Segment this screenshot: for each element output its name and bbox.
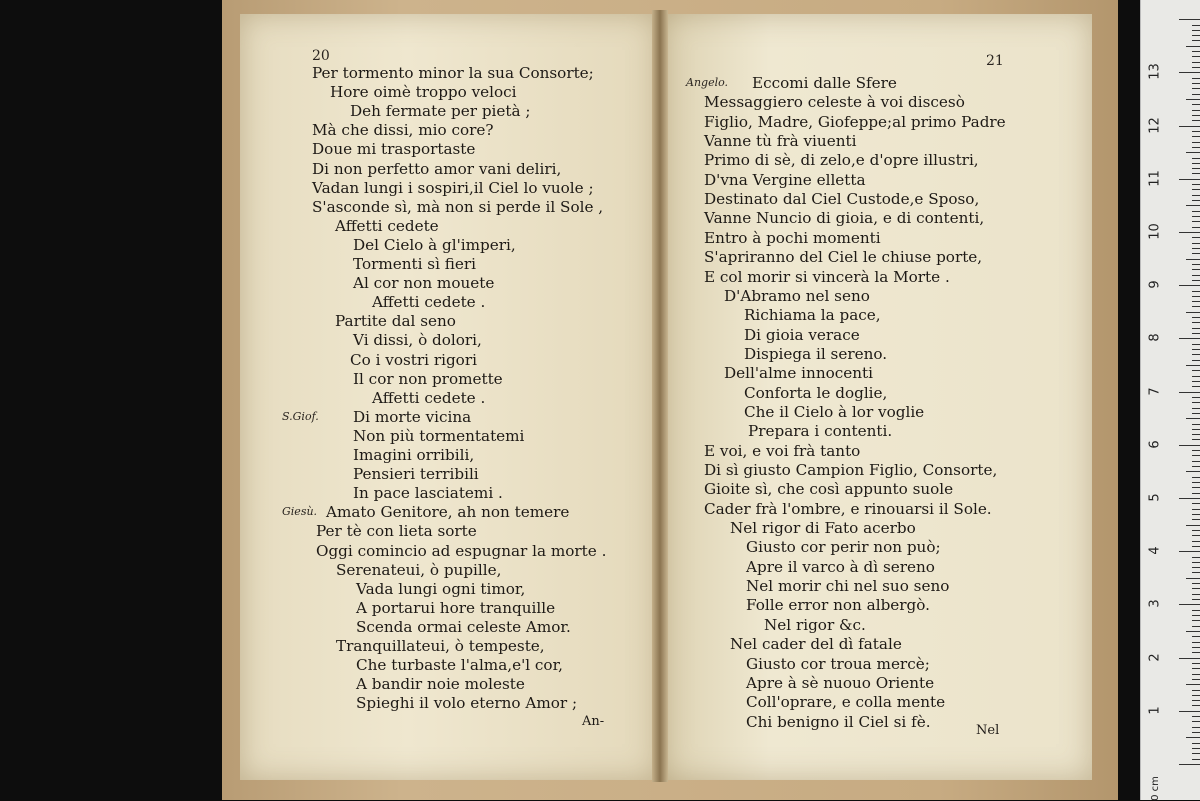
- ruler-tick: [1192, 301, 1200, 302]
- ruler-tick: [1192, 40, 1200, 41]
- ruler-tick: [1192, 626, 1200, 627]
- verse-line: Nel morir chi nel suo seno: [746, 577, 950, 596]
- ruler-tick: [1192, 721, 1200, 722]
- verse-line: Nel rigor &c.: [764, 615, 866, 634]
- ruler-tick: [1192, 567, 1200, 568]
- ruler-tick: [1192, 519, 1200, 520]
- verse-line: Di morte vicina: [353, 407, 472, 426]
- verse-line: Vanne Nuncio di gioia, e di contenti,: [704, 209, 985, 228]
- ruler-tick: [1192, 147, 1200, 148]
- ruler-tick: [1192, 620, 1200, 621]
- verse-line: Apre il varco à dì sereno: [746, 557, 935, 576]
- ruler-tick: [1192, 322, 1200, 323]
- verse-line: Hore oimè troppo veloci: [330, 83, 517, 102]
- verse-line: Oggi comincio ad espugnar la morte .: [316, 541, 607, 560]
- ruler-tick: [1186, 99, 1200, 100]
- ruler-tick: [1179, 392, 1200, 393]
- ruler-tick: [1192, 253, 1200, 254]
- ruler-number: 5: [1147, 493, 1163, 502]
- verse-line: Vadan lungi i sospiri,il Ciel lo vuole ;: [312, 178, 594, 197]
- ruler-tick: [1192, 530, 1200, 531]
- ruler-tick: [1192, 237, 1200, 238]
- verse-line: Dell'alme innocenti: [724, 364, 873, 383]
- verse-line: Giusto cor troua mercè;: [746, 654, 930, 673]
- verse-line: Del Cielo à gl'imperi,: [353, 235, 516, 254]
- ruler-tick: [1192, 477, 1200, 478]
- ruler-tick: [1192, 732, 1200, 733]
- ruler-tick: [1192, 131, 1200, 132]
- ruler-tick: [1192, 599, 1200, 600]
- ruler-tick: [1192, 216, 1200, 217]
- ruler-tick: [1192, 700, 1200, 701]
- ruler-tick: [1192, 594, 1200, 595]
- ruler-tick: [1192, 695, 1200, 696]
- ruler-tick: [1192, 35, 1200, 36]
- ruler-tick: [1192, 275, 1200, 276]
- verse-line: Co i vostri rigori: [350, 350, 477, 369]
- verse-line: Chi benigno il Ciel si fè.: [746, 712, 931, 731]
- ruler-number: 10: [1147, 223, 1163, 240]
- ruler-tick: [1192, 759, 1200, 760]
- ruler-tick: [1192, 328, 1200, 329]
- ruler-tick: [1186, 259, 1200, 260]
- ruler-tick: [1186, 152, 1200, 153]
- ruler-tick: [1192, 753, 1200, 754]
- verse-line: Gioite sì, che così appunto suole: [704, 480, 954, 499]
- ruler-tick: [1179, 498, 1200, 499]
- ruler-tick: [1192, 397, 1200, 398]
- verse-line: A bandir noie moleste: [356, 675, 525, 694]
- ruler-tick: [1186, 631, 1200, 632]
- ruler-tick: [1192, 221, 1200, 222]
- verse-line: Figlio, Madre, Giofeppe;al primo Padre: [704, 112, 1006, 131]
- ruler-tick: [1192, 493, 1200, 494]
- speaker-label: S.Giof.: [282, 409, 319, 423]
- verse-line: Richiama la pace,: [744, 306, 881, 325]
- verse-line: Serenateui, ò pupille,: [336, 560, 502, 579]
- ruler-number: 7: [1147, 386, 1163, 396]
- ruler-tick: [1192, 211, 1200, 212]
- ruler-tick: [1186, 578, 1200, 579]
- ruler-tick: [1192, 381, 1200, 382]
- right-catchword: Nel: [976, 723, 1000, 738]
- ruler-tick: [1186, 205, 1200, 206]
- ruler-tick: [1192, 291, 1200, 292]
- verse-line: Vi dissi, ò dolori,: [353, 331, 482, 350]
- ruler-tick: [1192, 557, 1200, 558]
- ruler-tick: [1192, 647, 1200, 648]
- ruler-tick: [1186, 46, 1200, 47]
- ruler-tick: [1186, 737, 1200, 738]
- verse-line: Pensieri terribili: [353, 465, 479, 484]
- ruler-tick: [1192, 455, 1200, 456]
- ruler-tick: [1192, 679, 1200, 680]
- verse-line: Vada lungi ogni timor,: [356, 579, 526, 598]
- ruler-tick: [1192, 546, 1200, 547]
- ruler-tick: [1192, 317, 1200, 318]
- ruler-number: 13: [1147, 63, 1163, 81]
- verse-line: Nel cader del dì fatale: [730, 635, 902, 654]
- verse-line: Eccomi dalle Sfere: [752, 74, 897, 92]
- ruler-tick: [1192, 195, 1200, 196]
- ruler-tick: [1192, 690, 1200, 691]
- verse-line: D'vna Vergine elletta: [704, 170, 866, 189]
- ruler-tick: [1192, 62, 1200, 63]
- ruler-tick: [1192, 158, 1200, 159]
- ruler-tick: [1192, 296, 1200, 297]
- ruler-number: 2: [1147, 652, 1163, 662]
- verse-line: Di non perfetto amor vani deliri,: [312, 159, 562, 178]
- verse-line: Di gioia verace: [744, 325, 860, 344]
- ruler-tick: [1186, 525, 1200, 526]
- ruler-tick: [1192, 370, 1200, 371]
- verse-line: Messaggiero celeste à voi discesò: [704, 93, 965, 112]
- ruler-tick: [1192, 434, 1200, 435]
- ruler-unit-label: 0 cm: [1149, 776, 1161, 801]
- ruler-tick: [1192, 642, 1200, 643]
- ruler-tick: [1186, 471, 1200, 472]
- ruler-tick: [1192, 402, 1200, 403]
- ruler-tick: [1192, 67, 1200, 68]
- ruler-tick: [1192, 386, 1200, 387]
- ruler-tick: [1192, 466, 1200, 467]
- verse-line: S'asconde sì, mà non si perde il Sole ,: [312, 197, 604, 216]
- ruler-tick: [1179, 711, 1200, 712]
- verse-line: E col morir si vincerà la Morte .: [704, 267, 950, 286]
- ruler-tick: [1192, 461, 1200, 462]
- ruler-tick: [1179, 658, 1200, 659]
- verse-line: Imagini orribili,: [353, 446, 475, 464]
- ruler-tick: [1192, 509, 1200, 510]
- verse-line: Deh fermate per pietà ;: [350, 102, 531, 121]
- verse-line: Coll'oprare, e colla mente: [746, 693, 946, 712]
- verse-line: Cader frà l'ombre, e rinouarsi il Sole.: [704, 499, 992, 518]
- verse-line: Affetti cedete .: [372, 388, 486, 407]
- ruler-tick: [1192, 280, 1200, 281]
- ruler-tick: [1179, 445, 1200, 446]
- verse-line: Doue mi trasportaste: [312, 140, 476, 159]
- ruler-tick: [1192, 243, 1200, 244]
- ruler-tick: [1192, 120, 1200, 121]
- ruler-tick: [1192, 30, 1200, 31]
- ruler-tick: [1192, 136, 1200, 137]
- verse-line: Tranquillateui, ò tempeste,: [336, 637, 545, 655]
- ruler-tick: [1192, 636, 1200, 637]
- book-gutter: [652, 10, 668, 782]
- ruler-tick: [1192, 652, 1200, 653]
- ruler-tick: [1192, 110, 1200, 111]
- verse-line: Che turbaste l'alma,e'l cor,: [356, 656, 563, 675]
- ruler-tick: [1192, 360, 1200, 361]
- ruler-tick: [1179, 19, 1200, 20]
- ruler-tick: [1192, 439, 1200, 440]
- ruler-tick: [1192, 424, 1200, 425]
- ruler-tick: [1192, 541, 1200, 542]
- ruler-tick: [1192, 306, 1200, 307]
- verse-line: Conforta le doglie,: [744, 383, 888, 402]
- ruler-tick: [1192, 663, 1200, 664]
- ruler-tick: [1179, 551, 1200, 552]
- ruler-tick: [1192, 78, 1200, 79]
- ruler-tick: [1192, 535, 1200, 536]
- verse-line: Non più tormentatemi: [353, 426, 525, 445]
- ruler-tick: [1192, 615, 1200, 616]
- ruler-tick: [1192, 716, 1200, 717]
- ruler-tick: [1192, 200, 1200, 201]
- ruler-tick: [1192, 727, 1200, 728]
- verse-line: E voi, e voi frà tanto: [704, 441, 861, 460]
- verse-line: Primo di sè, di zelo,e d'opre illustri,: [704, 151, 979, 170]
- verse-line: Partite dal seno: [335, 312, 456, 331]
- ruler-tick: [1192, 450, 1200, 451]
- verse-line: S'apriranno del Ciel le chiuse porte,: [704, 248, 983, 267]
- verse-line: Nel rigor di Fato acerbo: [730, 519, 916, 538]
- ruler-tick: [1186, 312, 1200, 313]
- ruler-tick: [1192, 748, 1200, 749]
- ruler-tick: [1192, 227, 1200, 228]
- ruler-tick: [1192, 88, 1200, 89]
- verse-line: Giusto cor perir non può;: [746, 538, 941, 557]
- ruler-number: 9: [1147, 280, 1163, 289]
- ruler-tick: [1192, 269, 1200, 270]
- verse-line: Scenda ormai celeste Amor.: [356, 617, 571, 636]
- ruler-tick: [1192, 503, 1200, 504]
- ruler-tick: [1192, 349, 1200, 350]
- ruler-tick: [1192, 25, 1200, 26]
- ruler-tick: [1179, 232, 1200, 233]
- ruler-tick: [1192, 487, 1200, 488]
- ruler-number: 3: [1147, 599, 1163, 609]
- ruler-tick: [1192, 588, 1200, 589]
- verse-line: Affetti cedete .: [372, 293, 486, 312]
- ruler-tick: [1192, 674, 1200, 675]
- ruler-tick: [1192, 376, 1200, 377]
- ruler-tick: [1192, 163, 1200, 164]
- ruler-tick: [1192, 248, 1200, 249]
- verse-line: Che il Cielo à lor voglie: [744, 402, 925, 421]
- verse-line: Tormenti sì fieri: [353, 255, 477, 273]
- verse-line: Per tormento minor la sua Consorte;: [312, 64, 594, 82]
- ruler-tick: [1192, 168, 1200, 169]
- ruler-number: 12: [1147, 116, 1163, 134]
- speaker-label: Angelo.: [686, 76, 729, 89]
- verse-line: Al cor non mouete: [353, 274, 495, 293]
- ruler-tick: [1192, 514, 1200, 515]
- verse-line: Dispiega il sereno.: [744, 344, 888, 363]
- verse-line: Apre à sè nuouo Oriente: [746, 673, 935, 692]
- verse-line: Prepara i contenti.: [748, 422, 893, 441]
- speaker-label: Giesù.: [282, 505, 318, 519]
- ruler-tick: [1179, 285, 1200, 286]
- left-page-number: 20: [312, 48, 330, 64]
- ruler-tick: [1192, 83, 1200, 84]
- ruler-tick: [1192, 354, 1200, 355]
- verse-line: In pace lasciatemi .: [353, 484, 503, 503]
- ruler-tick: [1192, 333, 1200, 334]
- verse-line: Entro à pochi momenti: [704, 228, 881, 247]
- left-catchword: An-: [582, 714, 605, 729]
- ruler-tick: [1192, 705, 1200, 706]
- ruler-tick: [1179, 126, 1200, 127]
- ruler-tick: [1192, 583, 1200, 584]
- ruler-tick: [1192, 51, 1200, 52]
- ruler-tick: [1192, 344, 1200, 345]
- ruler-tick: [1192, 482, 1200, 483]
- ruler-tick: [1192, 668, 1200, 669]
- ruler-number: 4: [1147, 546, 1163, 555]
- ruler-tick: [1192, 413, 1200, 414]
- verse-line: Amato Genitore, ah non temere: [326, 503, 570, 522]
- ruler-tick: [1192, 184, 1200, 185]
- verse-line: Per tè con lieta sorte: [316, 522, 477, 541]
- verse-line: Affetti cedete: [335, 216, 439, 235]
- ruler-tick: [1179, 179, 1200, 180]
- ruler-number: 11: [1147, 170, 1163, 187]
- ruler-tick: [1192, 562, 1200, 563]
- ruler-tick: [1186, 418, 1200, 419]
- ruler-tick: [1192, 743, 1200, 744]
- right-page-number: 21: [986, 53, 1004, 69]
- ruler-tick: [1192, 56, 1200, 57]
- ruler-number: 6: [1147, 440, 1163, 449]
- ruler-tick: [1192, 429, 1200, 430]
- ruler-tick: [1179, 338, 1200, 339]
- ruler-tick: [1192, 264, 1200, 265]
- ruler-tick: [1192, 94, 1200, 95]
- verse-line: A portarui hore tranquille: [356, 598, 556, 617]
- ruler-tick: [1192, 173, 1200, 174]
- ruler-tick: [1192, 104, 1200, 105]
- verse-line: Il cor non promette: [353, 369, 503, 388]
- verse-line: Vanne tù frà viuenti: [704, 132, 857, 151]
- ruler-tick: [1179, 764, 1200, 765]
- verse-line: Di sì giusto Campion Figlio, Consorte,: [704, 461, 998, 479]
- ruler-number: 1: [1147, 706, 1163, 715]
- measurement-ruler: [1140, 0, 1200, 800]
- verse-line: D'Abramo nel seno: [724, 286, 870, 305]
- verse-line: Mà che dissi, mio core?: [312, 121, 494, 140]
- verse-line: Destinato dal Ciel Custode,e Sposo,: [704, 190, 980, 209]
- ruler-tick: [1192, 189, 1200, 190]
- ruler-tick: [1179, 72, 1200, 73]
- ruler-tick: [1192, 572, 1200, 573]
- ruler-tick: [1192, 610, 1200, 611]
- ruler-tick: [1192, 115, 1200, 116]
- ruler-tick: [1186, 684, 1200, 685]
- ruler-tick: [1186, 365, 1200, 366]
- ruler-tick: [1179, 604, 1200, 605]
- ruler-tick: [1192, 142, 1200, 143]
- ruler-number: 8: [1147, 333, 1163, 343]
- verse-line: Folle error non albergò.: [746, 596, 930, 615]
- ruler-tick: [1192, 408, 1200, 409]
- verse-line: Spieghi il volo eterno Amor ;: [356, 694, 578, 713]
